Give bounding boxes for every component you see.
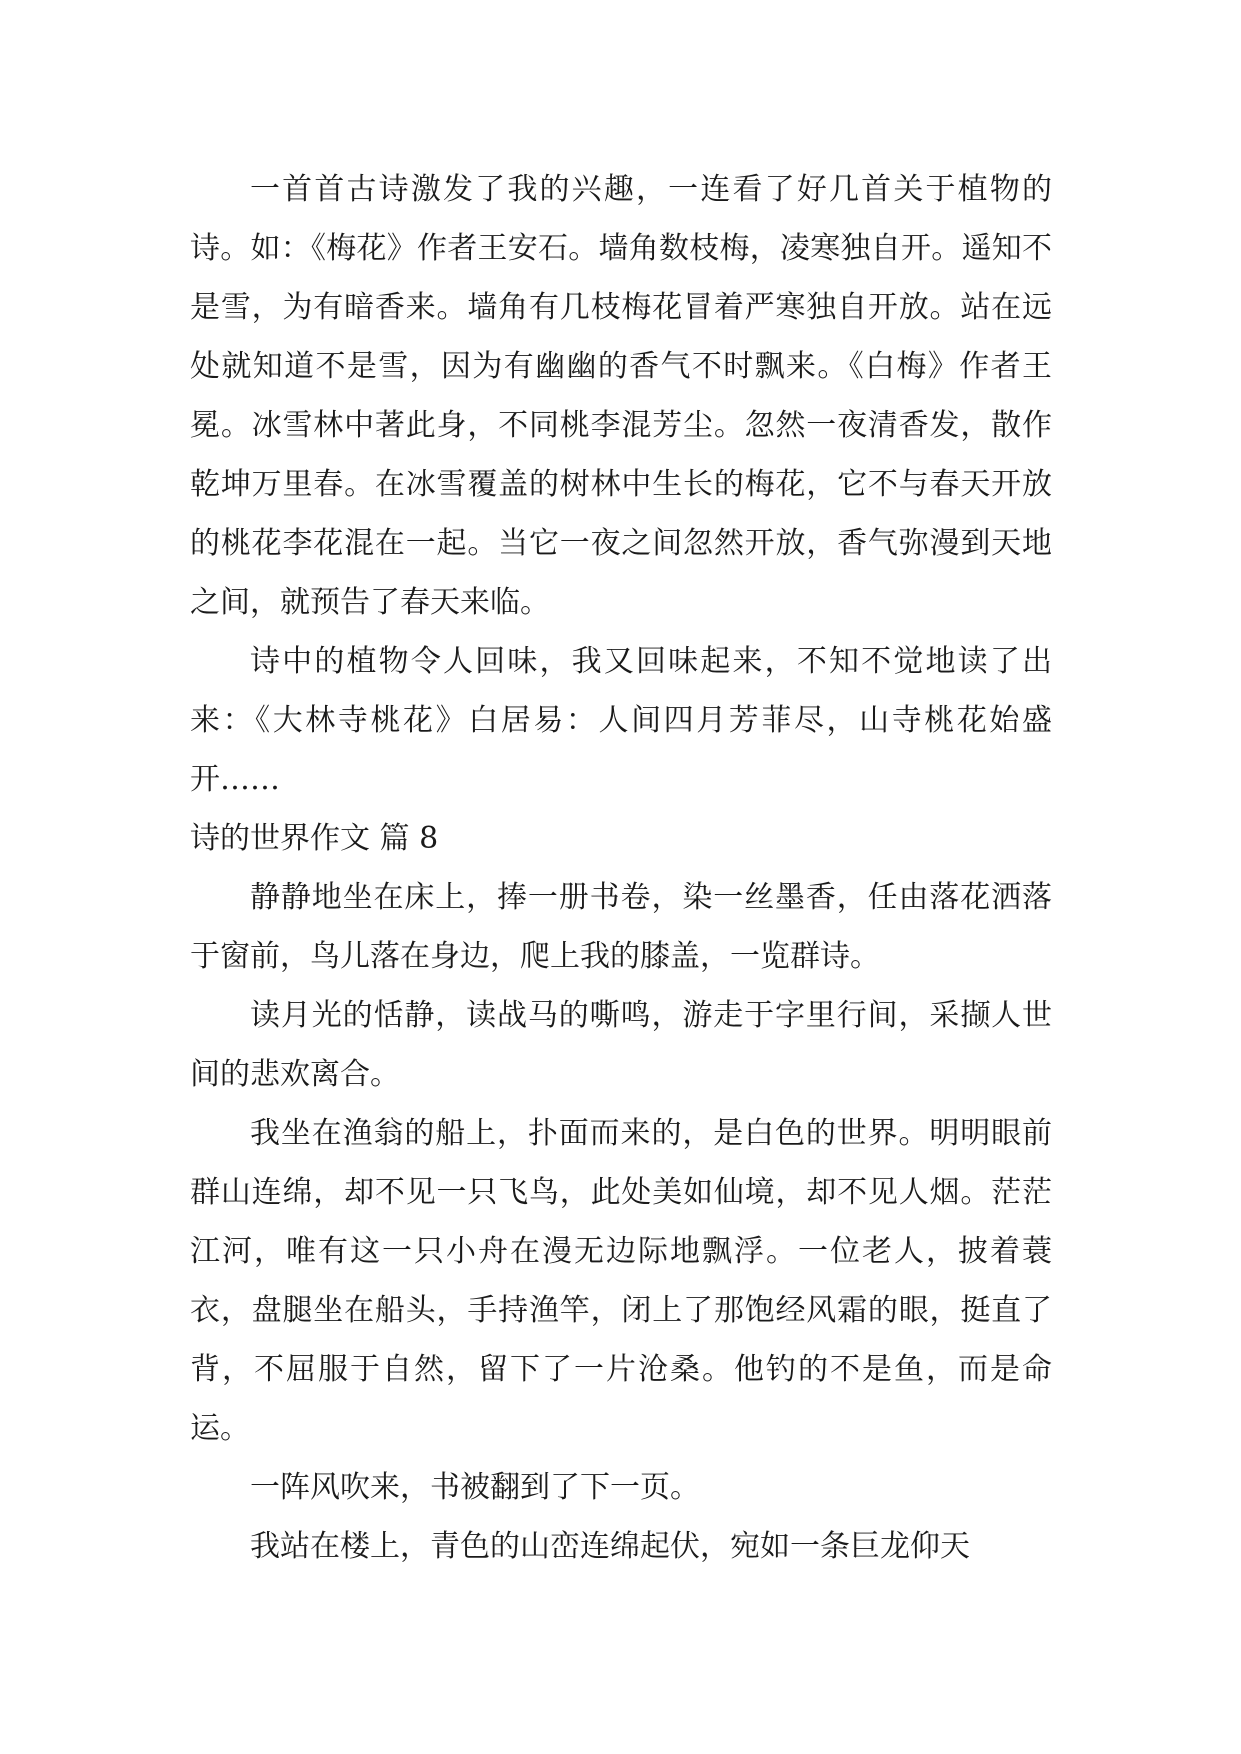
paragraph-reading-in-bed: 静静地坐在床上，捧一册书卷，染一丝墨香，任由落花洒落于窗前，鸟儿落在身边，爬上我的膝盖，一览群诗。	[190, 880, 1052, 974]
document-body	[190, 160, 1052, 1576]
paragraph-mountains: 我站在楼上，青色的山峦连绵起伏，宛如一条巨龙仰天	[250, 1529, 970, 1564]
paragraph-dalin-temple: 诗中的植物令人回味，我又回味起来，不知不觉地读了出来：《大林寺桃花》白居易：人间四月芳菲尽，山寺桃花始盛开……	[190, 644, 1052, 797]
section-heading: 诗的世界作文 篇 8	[190, 821, 439, 856]
paragraph-moonlight: 读月光的恬静，读战马的嘶鸣，游走于字里行间，采撷人世间的悲欢离合。	[190, 998, 1052, 1092]
paragraph-fisherman: 我坐在渔翁的船上，扑面而来的，是白色的世界。明明眼前群山连绵，却不见一只飞鸟，此处美如仙境，却不见人烟。茫茫江河，唯有这一只小舟在漫无边际地飘浮。一位老人，披着蓑衣，盘腿坐在船头，手持渔竿，闭上了那饱经风霜的眼，挺直了背，不屈服于自然，留下了一片沧桑。他钓的不是鱼，而是命运。	[190, 1116, 1052, 1446]
paragraph-wind-page: 一阵风吹来，书被翻到了下一页。	[250, 1470, 700, 1505]
paragraph-plum-poems: 一首首古诗激发了我的兴趣，一连看了好几首关于植物的诗。如：《梅花》作者王安石。墙角数枝梅，凌寒独自开。遥知不是雪，为有暗香来。墙角有几枝梅花冒着严寒独自开放。站在远处就知道不是雪，因为有幽幽的香气不时飘来。《白梅》作者王冕。冰雪林中著此身，不同桃李混芳尘。忽然一夜清香发，散作乾坤万里春。在冰雪覆盖的树林中生长的梅花，它不与春天开放的桃花李花混在一起。当它一夜之间忽然开放，香气弥漫到天地之间，就预告了春天来临。	[190, 172, 1052, 620]
